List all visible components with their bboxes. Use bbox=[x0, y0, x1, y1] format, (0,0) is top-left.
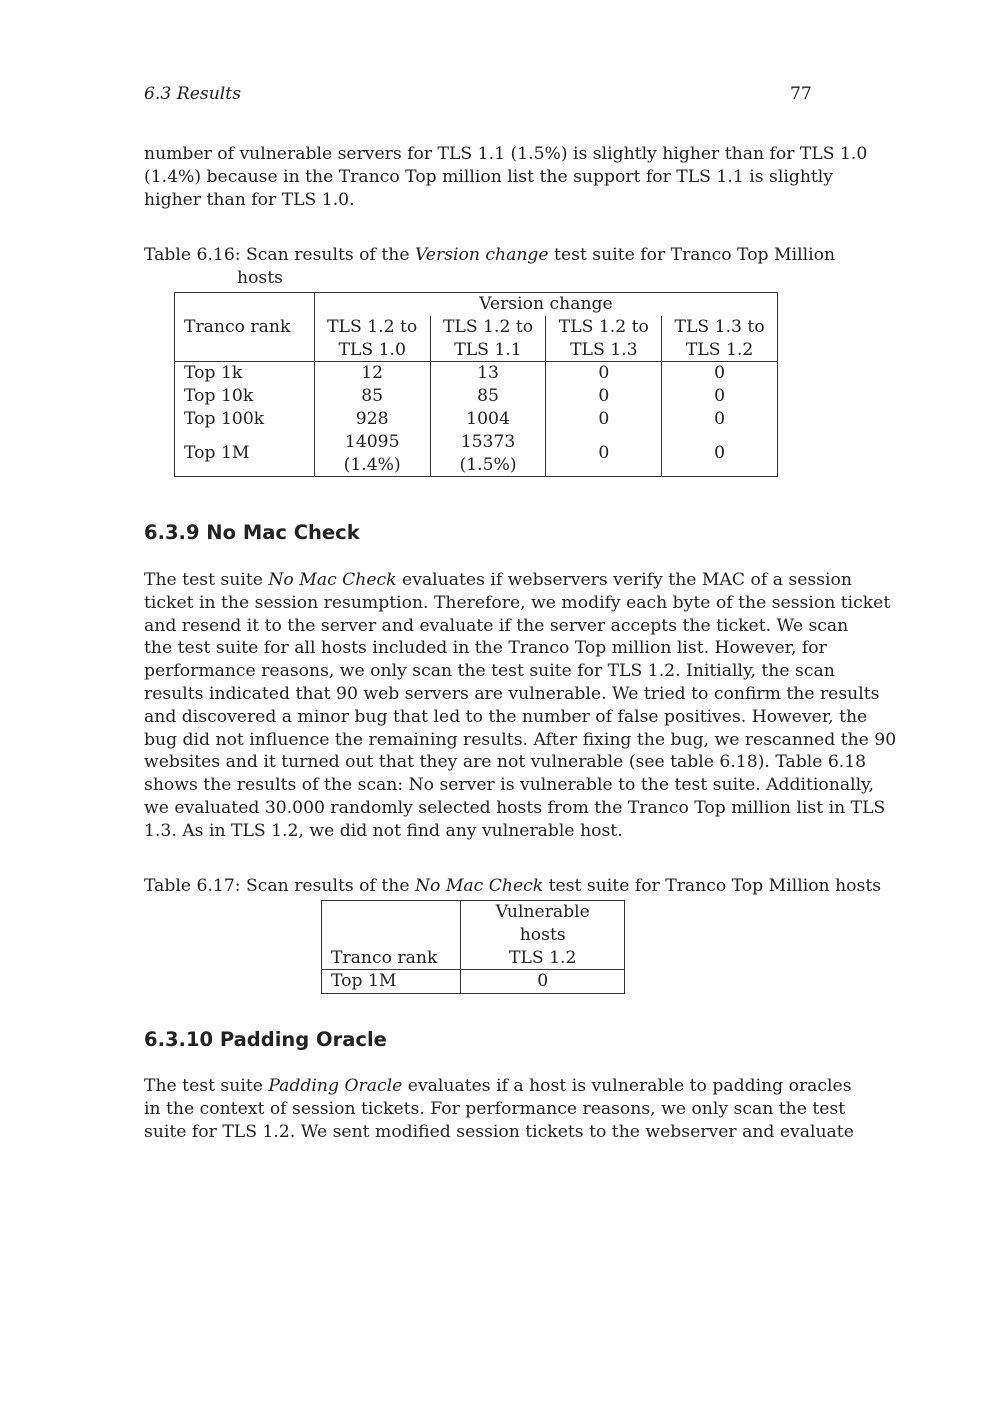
value-cell: 0 bbox=[662, 431, 778, 477]
caption-italic: Version change bbox=[414, 245, 549, 265]
value-cell: 1004 bbox=[430, 408, 546, 431]
value-cell: 13 bbox=[430, 362, 546, 385]
table-row bbox=[175, 408, 778, 431]
col-header-line2: TLS 1.2 bbox=[662, 339, 778, 362]
text-line: ticket in the session resumption. Therefore, we modify each byte of the session ticket bbox=[144, 592, 891, 613]
value-cell: 85 bbox=[430, 385, 546, 408]
col-header-line2: TLS 1.1 bbox=[430, 339, 546, 362]
text-line: The test suite No Mac Check evaluates if webservers verify the MAC of a session bbox=[144, 570, 852, 590]
header-tranco-rank: Tranco rank bbox=[175, 293, 315, 362]
text-line: and resend it to the server and evaluate if the server accepts the ticket. We scan bbox=[144, 615, 849, 636]
text-line: 1.3. As in TLS 1.2, we did not find any vulnerable host. bbox=[144, 820, 623, 841]
col-header-line1: TLS 1.2 to bbox=[546, 316, 662, 339]
value-cell: 0 bbox=[546, 362, 662, 385]
caption-line-2: hosts bbox=[237, 267, 283, 288]
table-row bbox=[322, 970, 625, 994]
col-header-line1: TLS 1.2 to bbox=[430, 316, 546, 339]
value-cell: 85 bbox=[314, 385, 430, 408]
value-cell: 928 bbox=[314, 408, 430, 431]
rank-cell: Top 1M bbox=[175, 431, 315, 477]
value-cell: 15373 bbox=[430, 431, 546, 454]
value-cell: (1.5%) bbox=[430, 454, 546, 477]
text-line: performance reasons, we only scan the test suite for TLS 1.2. Initially, the scan bbox=[144, 661, 835, 682]
col-header-line2: TLS 1.0 bbox=[314, 339, 430, 362]
caption-prefix: Table 6.16: Scan results of the bbox=[144, 245, 415, 265]
no-mac-check-paragraph bbox=[144, 569, 897, 843]
text-line: suite for TLS 1.2. We sent modified session tickets to the webserver and evaluate bbox=[144, 1121, 854, 1142]
text-line: higher than for TLS 1.0. bbox=[144, 189, 355, 210]
text-line: the test suite for all hosts included in the Tranco Top million list. However, for bbox=[144, 638, 827, 659]
value-cell: 0 bbox=[662, 362, 778, 385]
header-tranco-rank: Tranco rank bbox=[322, 901, 461, 970]
col-header-line1: TLS 1.2 to bbox=[314, 316, 430, 339]
value-cell: 0 bbox=[546, 431, 662, 477]
caption-prefix: Table 6.17: Scan results of the bbox=[144, 876, 415, 896]
caption-suffix: test suite for Tranco Top Million hosts bbox=[543, 876, 882, 896]
rank-cell: Top 1k bbox=[175, 362, 315, 385]
value-cell: 14095 bbox=[314, 431, 430, 454]
section-heading: 6.3.10 Padding Oracle bbox=[144, 1028, 387, 1051]
text-line: websites and it turned out that they are not vulnerable (see table 6.18). Table 6.18 bbox=[144, 752, 867, 773]
caption-suffix: test suite for Tranco Top Million bbox=[548, 245, 836, 265]
table-6-17 bbox=[321, 900, 625, 994]
value-cell: 12 bbox=[314, 362, 430, 385]
text-line: we evaluated 30.000 randomly selected hosts from the Tranco Top million list in TLS bbox=[144, 797, 886, 818]
text-line: in the context of session tickets. For performance reasons, we only scan the test bbox=[144, 1098, 846, 1119]
text-line: (1.4%) because in the Tranco Top million list the support for TLS 1.1 is slightly bbox=[144, 166, 834, 187]
value-cell: 0 bbox=[461, 970, 625, 994]
padding-oracle-paragraph bbox=[144, 1075, 854, 1143]
table-row bbox=[175, 362, 778, 385]
page-number: 77 bbox=[790, 84, 812, 104]
text-line: shows the results of the scan: No server is vulnerable to the test suite. Additionally, bbox=[144, 775, 874, 796]
table-row bbox=[175, 431, 778, 454]
text-line: and discovered a minor bug that led to the number of false positives. However, the bbox=[144, 706, 868, 727]
section-heading: 6.3.9 No Mac Check bbox=[144, 521, 360, 544]
table-row bbox=[175, 385, 778, 408]
intro-paragraph bbox=[144, 143, 868, 211]
value-cell: (1.4%) bbox=[314, 454, 430, 477]
col-header-line2: TLS 1.3 bbox=[546, 339, 662, 362]
running-head: 6.3 Results bbox=[144, 84, 242, 104]
text-line: number of vulnerable servers for TLS 1.1 (1.5%) is slightly higher than for TLS 1.0 bbox=[144, 144, 868, 164]
value-cell: 0 bbox=[662, 385, 778, 408]
rank-cell: Top 10k bbox=[175, 385, 315, 408]
table-caption-6-17 bbox=[144, 875, 882, 898]
text-line: The test suite Padding Oracle evaluates if a host is vulnerable to padding oracles bbox=[144, 1076, 852, 1096]
header-version-change: Version change bbox=[314, 293, 777, 316]
col-header-line2: TLS 1.2 bbox=[461, 947, 625, 970]
rank-cell: Top 100k bbox=[175, 408, 315, 431]
col-header-line1: TLS 1.3 to bbox=[662, 316, 778, 339]
value-cell: 0 bbox=[546, 408, 662, 431]
text-line: results indicated that 90 web servers are vulnerable. We tried to confirm the results bbox=[144, 683, 880, 704]
text-line: bug did not influence the remaining results. After fixing the bug, we rescanned the 90 bbox=[144, 729, 897, 750]
table-6-16 bbox=[174, 292, 778, 477]
caption-italic: No Mac Check bbox=[414, 876, 544, 896]
value-cell: 0 bbox=[662, 408, 778, 431]
table-caption-6-16 bbox=[144, 244, 836, 290]
col-header-line1: Vulnerable hosts bbox=[461, 901, 625, 947]
value-cell: 0 bbox=[546, 385, 662, 408]
rank-cell: Top 1M bbox=[322, 970, 461, 994]
